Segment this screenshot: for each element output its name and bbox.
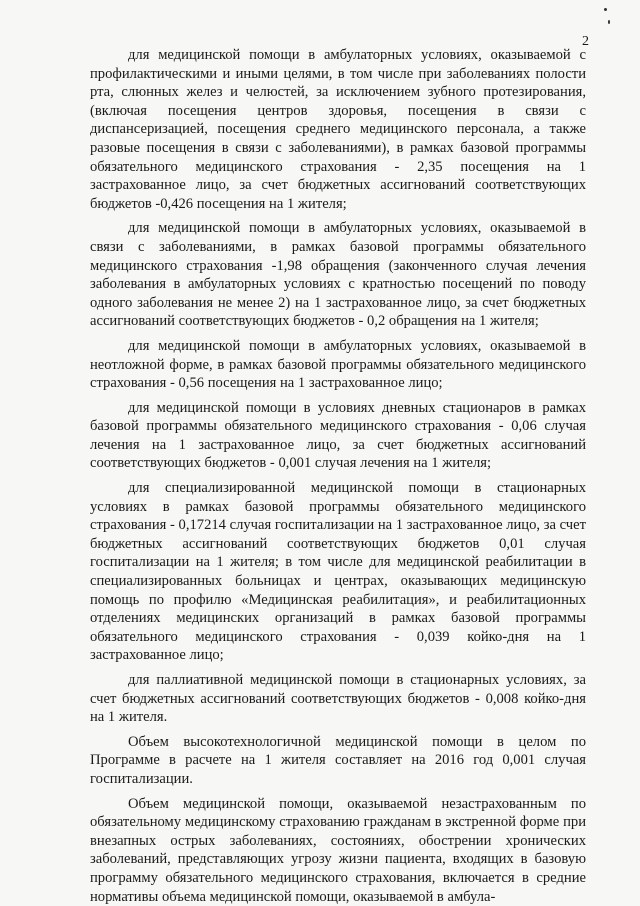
paragraph: Объем высокотехнологичной медицинской помощи в целом по Программе в расчете на 1 жителя составляет на 2016 год 0,001 случая госпитализации.	[90, 733, 586, 787]
page-number: 2	[582, 34, 589, 49]
scan-speck	[604, 8, 607, 11]
paragraph: для медицинской помощи в амбулаторных условиях, оказываемой с профилактическими и иными целями, в том числе при заболеваниях полости рта, слюнных желез и челюстей, за исключением зубного протезирования, (включая посещения центров здоровья, посещения в связи с диспансеризацией, посещения среднего медицинского персонала, а также разовые посещения в связи с заболеваниями), в рамках базовой программы обязательного медицинского страхования - 2,35 посещения на 1 застрахованное лицо, за счет бюджетных ассигнований соответствующих бюджетов -0,426 посещения на 1 жителя;	[90, 47, 586, 212]
scan-speck	[608, 20, 610, 24]
paragraph: для специализированной медицинской помощи в стационарных условиях в рамках базовой программы обязательного медицинского страхования - 0,17214 случая госпитализации на 1 застрахованное лицо, за счет бюджетных ассигнований соответствующих бюджетов 0,01 случая госпитализации на 1 жителя; в том числе для медицинской реабилитации в специализированных больницах и центрах, оказывающих медицинскую помощь по профилю «Медицинская реабилитация», и реабилитационных отделениях медицинских организаций в рамках базовой программы обязательного медицинского страхования - 0,039 койко-дня на 1 застрахованное лицо;	[90, 480, 586, 664]
paragraph: для паллиативной медицинской помощи в стационарных условиях, за счет бюджетных ассигнований соответствующих бюджетов - 0,008 койко-дня на 1 жителя.	[90, 672, 586, 726]
paragraph: Объем медицинской помощи, оказываемой незастрахованным по обязательному медицинскому страхованию гражданам в экстренной форме при внезапных острых заболеваниях, состояниях, обострении хронических заболеваний, представляющих угрозу жизни пациента, входящих в базовую программу обязательного медицинского страхования, включается в средние нормативы объема медицинской помощи, оказываемой в амбула-	[90, 795, 586, 905]
paragraph: для медицинской помощи в амбулаторных условиях, оказываемой в неотложной форме, в рамках базовой программы обязательного медицинского страхования - 0,56 посещения на 1 застрахованное лицо;	[90, 337, 586, 392]
document-body	[90, 46, 586, 906]
paragraph: для медицинской помощи в условиях дневных стационаров в рамках базовой программы обязательного медицинского страхования - 0,06 случая лечения на 1 застрахованное лицо, за счет бюджетных ассигнований соответствующих бюджетов - 0,001 случая лечения на 1 жителя;	[90, 399, 586, 472]
paragraph: для медицинской помощи в амбулаторных условиях, оказываемой в связи с заболеваниями, в рамках базовой программы обязательного медицинского страхования -1,98 обращения (законченного случая лечения заболевания в амбулаторных условиях с кратностью посещений по поводу одного заболевания не менее 2) на 1 застрахованное лицо, за счет бюджетных ассигнований соответствующих бюджетов - 0,2 обращения на 1 жителя;	[90, 220, 586, 330]
